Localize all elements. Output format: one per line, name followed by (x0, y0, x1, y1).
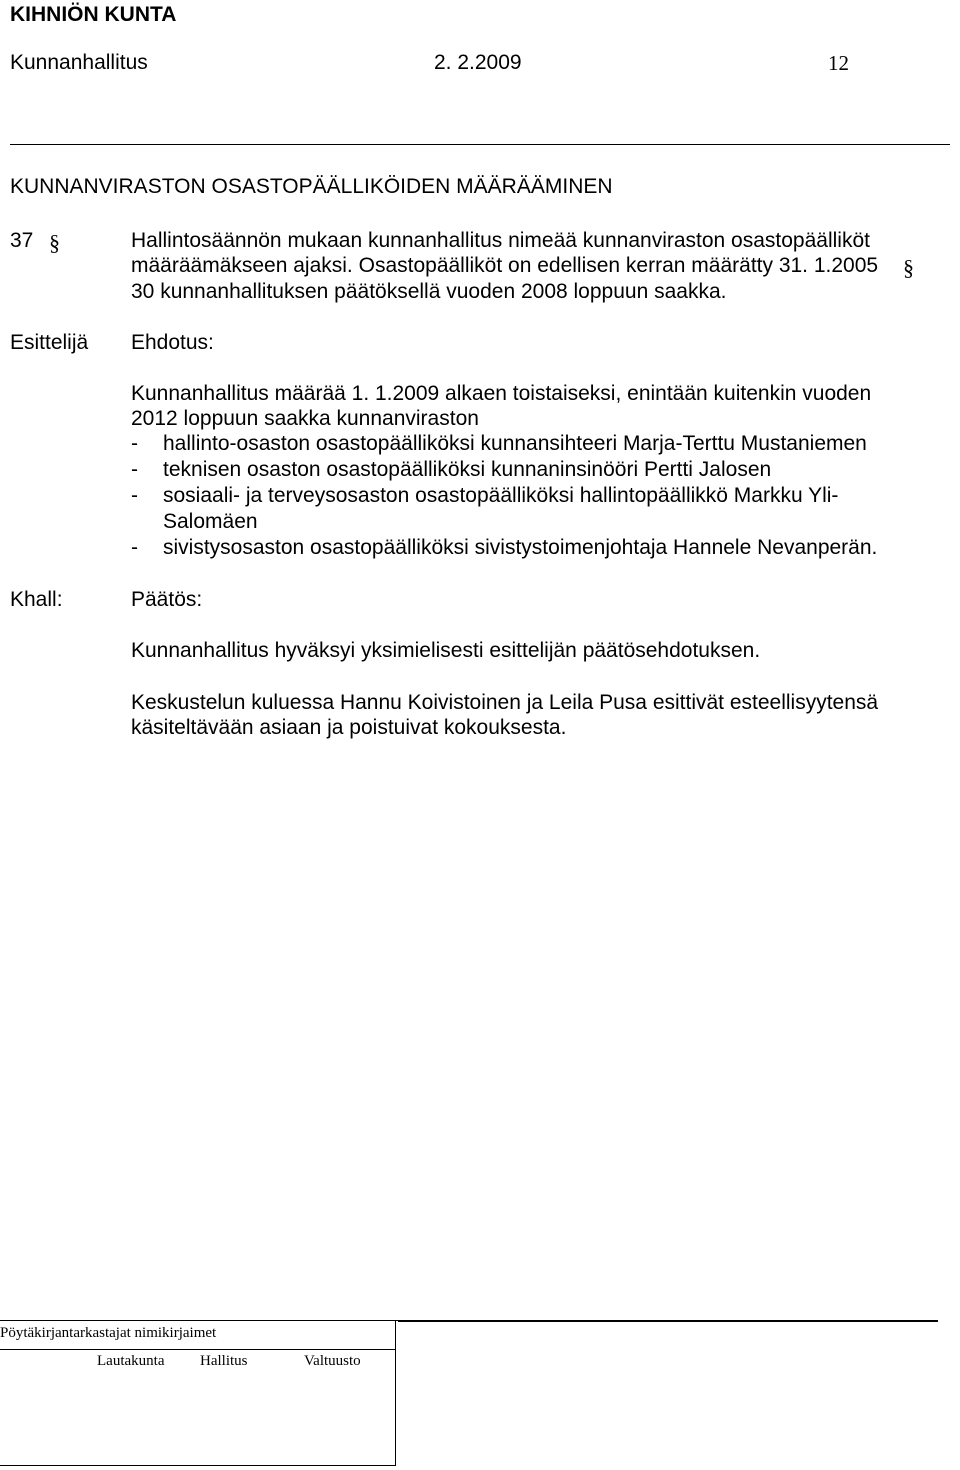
list-item-text: sivistysosaston osastopäälliköksi sivistystoimenjohtaja Hannele Nevanperän. (163, 536, 878, 559)
list-dash: - (131, 458, 138, 481)
board-label: Khall: (10, 588, 63, 611)
decision-paragraph-1: Kunnanhallitus hyväksyi yksimielisesti esittelijän päätösehdotuksen. (131, 639, 761, 662)
intro-line-3: 30 kunnanhallituksen päätöksellä vuoden 2008 loppuun saakka. (131, 280, 727, 303)
footer-caption: Pöytäkirjantarkastajat nimikirjaimet (0, 1325, 217, 1341)
list-dash: - (131, 484, 138, 507)
organization-name: KIHNIÖN KUNTA (10, 3, 177, 26)
list-dash: - (131, 432, 138, 455)
footer-top-line (0, 1320, 398, 1321)
section-title: KUNNANVIRASTON OSASTOPÄÄLLIKÖIDEN MÄÄRÄÄMINEN (10, 175, 613, 198)
list-item-text: teknisen osaston osastopäälliköksi kunnaninsinööri Pertti Jalosen (163, 458, 772, 481)
intro-inline-symbol: § (903, 255, 914, 280)
section-number: 37 (10, 229, 34, 252)
decision-heading: Päätös: (131, 588, 203, 611)
signature-hallitus: Hallitus (200, 1353, 248, 1369)
section-symbol: § (49, 230, 60, 255)
proposal-line-1: Kunnanhallitus määrää 1. 1.2009 alkaen toistaiseksi, enintään kuitenkin vuoden (131, 382, 872, 405)
intro-line-2: määräämäkseen ajaksi. Osastopäälliköt on edellisen kerran määrätty 31. 1.2005 (131, 254, 879, 277)
intro-line-1: Hallintosäännön mukaan kunnanhallitus nimeää kunnanviraston osastopäälliköt (131, 229, 870, 252)
presenter-label: Esittelijä (10, 331, 89, 354)
page-number: 12 (828, 51, 849, 75)
body-name: Kunnanhallitus (10, 51, 148, 74)
list-item-text: hallinto-osaston osastopäälliköksi kunnansihteeri Marja-Terttu Mustaniemen (163, 432, 867, 455)
proposal-heading: Ehdotus: (131, 331, 214, 354)
meeting-date: 2. 2.2009 (434, 51, 522, 74)
list-item-text: sosiaali- ja terveysosaston osastopäälliköksi hallintopäällikkö Markku Yli- (163, 484, 839, 507)
decision-paragraph-2-line-2: käsiteltävään asiaan ja poistuivat kokouksesta. (131, 716, 567, 739)
footer-caption-underline (0, 1349, 396, 1350)
header-divider (10, 144, 950, 145)
proposal-line-2: 2012 loppuun saakka kunnanviraston (131, 407, 479, 430)
list-item-text: Salomäen (163, 510, 258, 533)
signature-footer (0, 1320, 960, 1470)
signature-lautakunta: Lautakunta (97, 1353, 165, 1369)
footer-top-line-right (398, 1320, 938, 1322)
signature-valtuusto: Valtuusto (304, 1353, 361, 1369)
decision-paragraph-2-line-1: Keskustelun kuluessa Hannu Koivistoinen ja Leila Pusa esittivät esteellisyytensä (131, 691, 879, 714)
list-dash: - (131, 536, 138, 559)
